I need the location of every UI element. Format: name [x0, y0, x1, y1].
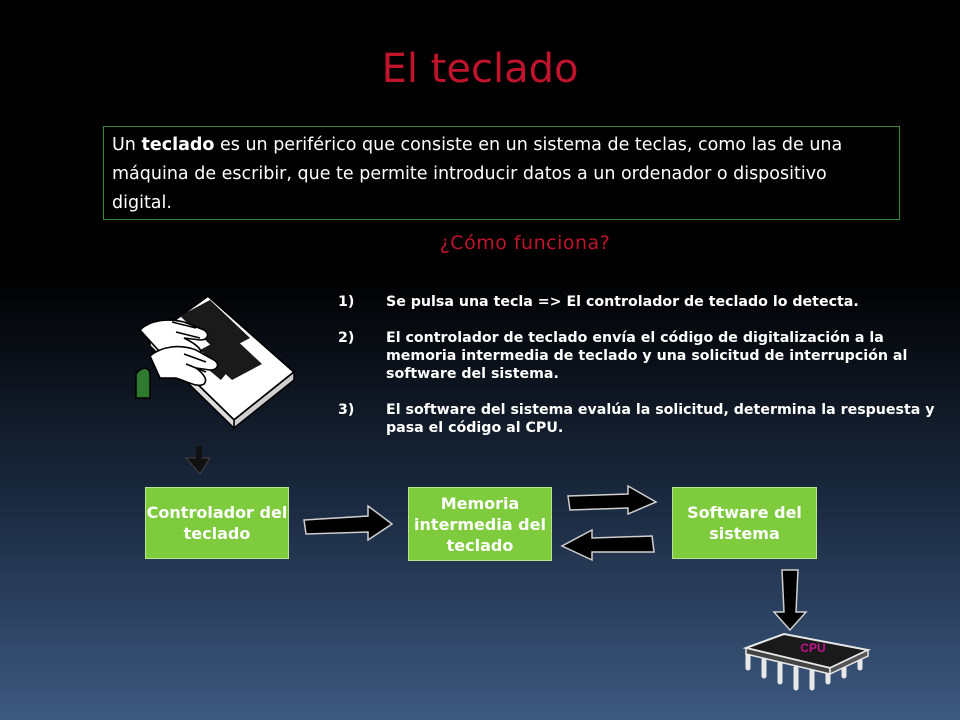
- definition-pre: Un: [112, 135, 142, 155]
- step-number: 3): [338, 402, 355, 418]
- keyboard-controller-box: Controlador del teclado: [145, 487, 289, 559]
- step-number: 2): [338, 330, 355, 346]
- cpu-label: CPU: [800, 641, 826, 655]
- definition-term: teclado: [141, 135, 215, 155]
- keyboard-hands-icon: [136, 296, 294, 428]
- slide-title: El teclado: [381, 46, 579, 92]
- arrow-right-icon: [304, 506, 392, 540]
- arrow-right-icon: [568, 486, 656, 514]
- step-text: El software del sistema evalúa la solicitud, determina la respuesta y pasa el código al CPU.: [386, 402, 935, 436]
- keyboard-buffer-box: Memoria intermedia del teclado: [408, 487, 552, 561]
- arrow-down-icon: [186, 446, 210, 474]
- step-text: Se pulsa una tecla => El controlador de teclado lo detecta.: [386, 294, 859, 310]
- system-software-box: Software del sistema: [672, 487, 817, 559]
- arrow-left-icon: [562, 530, 654, 560]
- step-text: El controlador de teclado envía el código de digitalización a la memoria intermedia de teclado y una solicitud de interrupción al software del sistema.: [386, 330, 908, 382]
- arrow-down-icon: [774, 570, 806, 630]
- cpu-chip-icon: [746, 634, 868, 688]
- step-number: 1): [338, 294, 355, 310]
- slide-subtitle: ¿Cómo funciona?: [439, 232, 611, 254]
- definition-text: es un periférico que consiste en un sistema de teclas, como las de una máquina de escribir, que te permite introducir datos a un ordenador o dispositivo digital.: [112, 135, 843, 213]
